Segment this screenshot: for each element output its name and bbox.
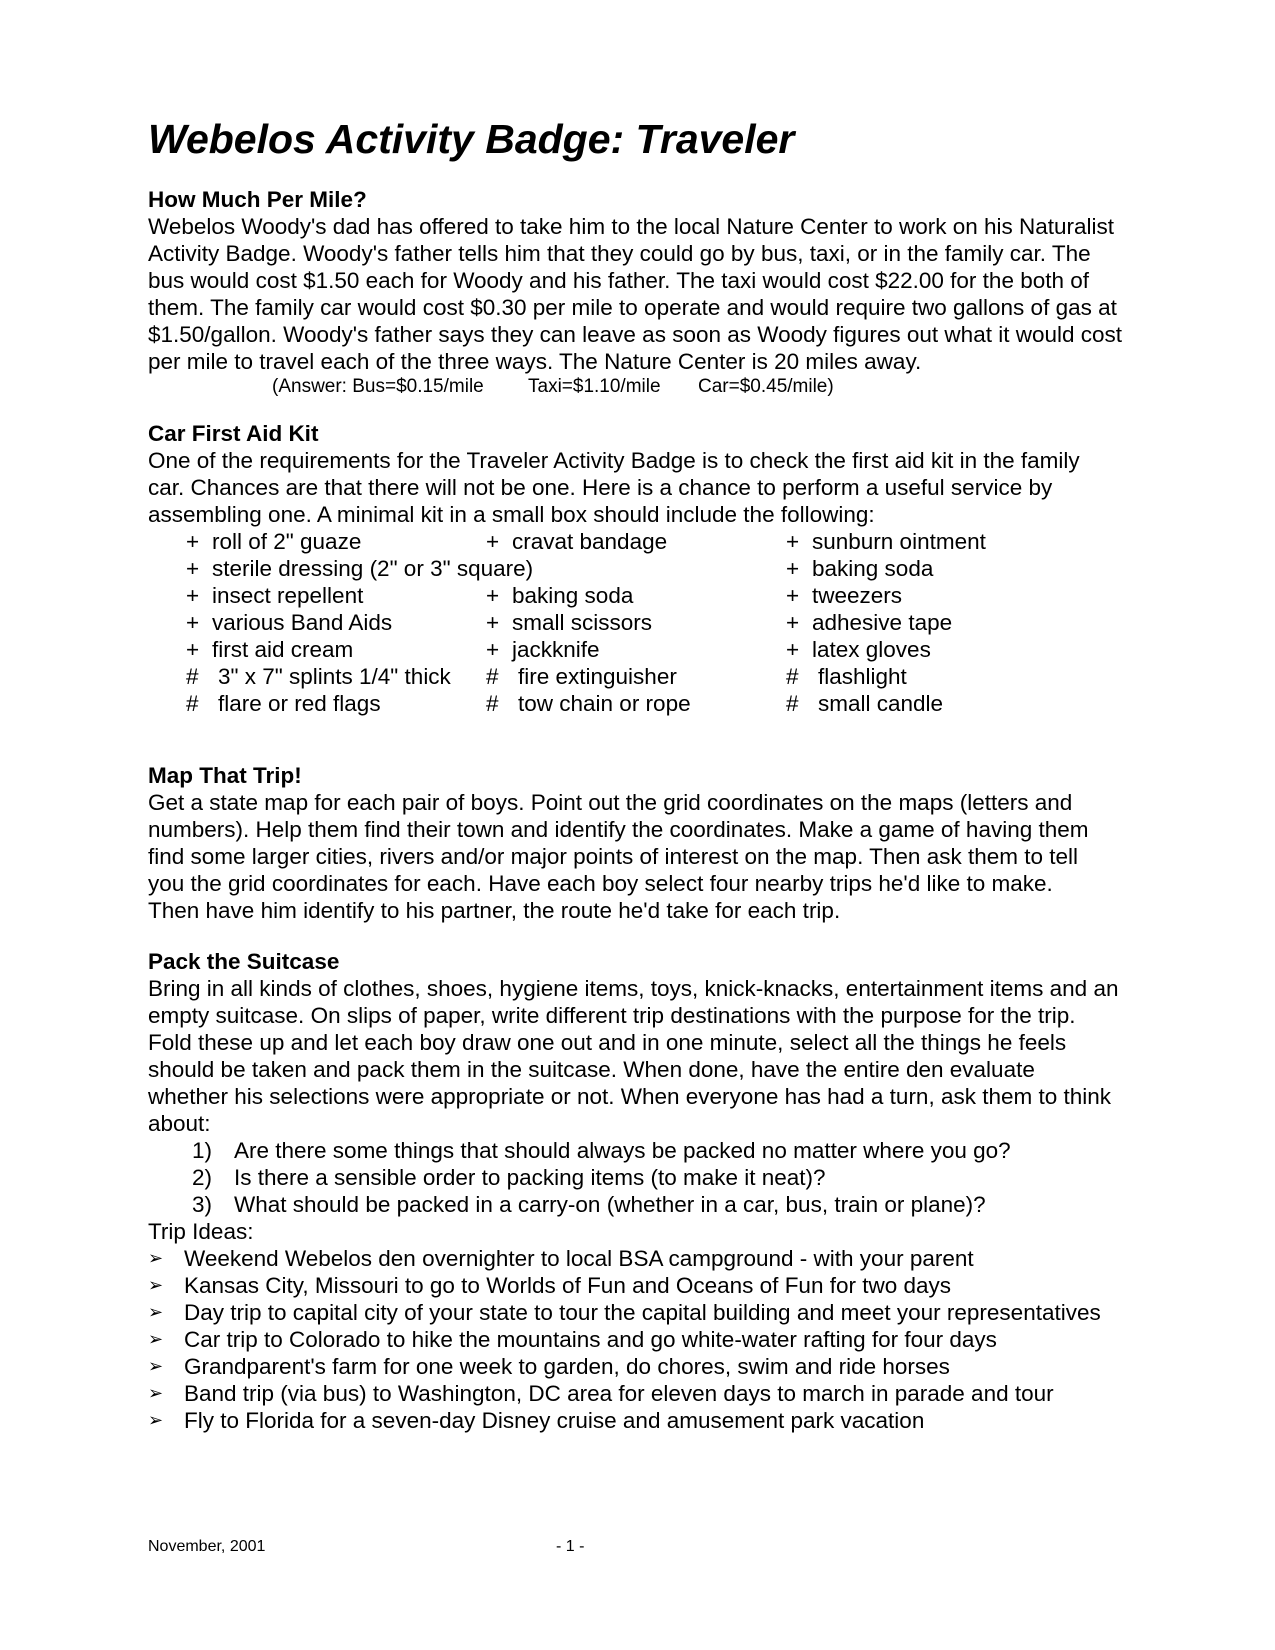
trip-ideas-label: Trip Ideas: xyxy=(148,1219,254,1244)
kit-item-label: small candle xyxy=(818,691,944,716)
question-item xyxy=(148,1191,1158,1218)
kit-row xyxy=(148,609,1158,636)
kit-item-label: insect repellent xyxy=(212,583,364,608)
kit-item-label: sunburn ointment xyxy=(812,529,986,554)
question-text: Are there some things that should always be packed no matter where you go? xyxy=(234,1138,1011,1163)
trip-idea-item xyxy=(148,1272,1158,1299)
trip-idea-item xyxy=(148,1245,1158,1272)
page-title: Webelos Activity Badge: Traveler xyxy=(148,116,795,162)
paragraph-line: Activity Badge. Woody's father tells him that they could go by bus, taxi, or in the family car. The xyxy=(148,241,1091,266)
kit-item xyxy=(786,636,931,663)
kit-item-label: various Band Aids xyxy=(212,610,393,635)
hash-marker: # xyxy=(186,664,199,689)
kit-item xyxy=(186,555,533,582)
plus-marker: + xyxy=(786,637,800,662)
kit-item xyxy=(486,636,600,663)
paragraph-line: Webelos Woody's dad has offered to take him to the local Nature Center to work on his Naturalist xyxy=(148,214,1115,239)
section-heading: Pack the Suitcase xyxy=(148,949,340,974)
kit-item xyxy=(186,582,363,609)
section-map-trip xyxy=(148,762,1158,924)
footer-page-number: - 1 - xyxy=(556,1538,585,1555)
plus-marker: + xyxy=(486,583,500,608)
kit-item xyxy=(786,582,902,609)
plus-marker: + xyxy=(786,610,800,635)
question-list xyxy=(148,1137,1158,1218)
paragraph-line: numbers). Help them find their town and identify the coordinates. Make a game of having them xyxy=(148,817,1089,842)
kit-item-label: flashlight xyxy=(818,664,907,689)
kit-row xyxy=(148,663,1158,690)
trip-idea-item xyxy=(148,1353,1158,1380)
hash-marker: # xyxy=(486,691,499,716)
section-paragraph xyxy=(148,447,1158,528)
question-item xyxy=(148,1164,1158,1191)
answer-bus: (Answer: Bus=$0.15/mile xyxy=(272,376,484,397)
trip-idea-text: Fly to Florida for a seven-day Disney cruise and amusement park vacation xyxy=(184,1408,925,1433)
paragraph-line: Get a state map for each pair of boys. Point out the grid coordinates on the maps (letters and xyxy=(148,790,1073,815)
kit-row xyxy=(148,555,1158,582)
arrow-bullet-icon: ➢ xyxy=(148,1248,164,1268)
answer-line xyxy=(148,375,1158,398)
arrow-bullet-icon: ➢ xyxy=(148,1302,164,1322)
paragraph-line: One of the requirements for the Traveler Activity Badge is to check the first aid kit in the family xyxy=(148,448,1080,473)
kit-item-list xyxy=(148,528,1158,717)
kit-item xyxy=(186,663,451,690)
section-per-mile xyxy=(148,186,1158,398)
paragraph-line: per mile to travel each of the three ways. The Nature Center is 20 miles away. xyxy=(148,349,922,374)
kit-item xyxy=(186,636,353,663)
question-text: What should be packed in a carry-on (whether in a car, bus, train or plane)? xyxy=(234,1192,986,1217)
plus-marker: + xyxy=(186,583,200,608)
paragraph-line: find some larger cities, rivers and/or major points of interest on the map. Then ask them to tell xyxy=(148,844,1079,869)
plus-marker: + xyxy=(486,610,500,635)
answer-taxi: Taxi=$1.10/mile xyxy=(528,376,661,397)
kit-item-label: baking soda xyxy=(512,583,634,608)
plus-marker: + xyxy=(786,529,800,554)
kit-item xyxy=(786,555,933,582)
section-paragraph xyxy=(148,975,1158,1137)
trip-idea-text: Kansas City, Missouri to go to Worlds of Fun and Oceans of Fun for two days xyxy=(184,1273,952,1298)
paragraph-line: them. The family car would cost $0.30 per mile to operate and would require two gallons of gas at xyxy=(148,295,1117,320)
plus-marker: + xyxy=(786,556,800,581)
section-paragraph xyxy=(148,213,1158,375)
kit-item-label: baking soda xyxy=(812,556,934,581)
plus-marker: + xyxy=(186,529,200,554)
kit-item xyxy=(486,609,652,636)
question-number: 3) xyxy=(192,1192,213,1217)
kit-item xyxy=(786,663,907,690)
plus-marker: + xyxy=(186,556,200,581)
hash-marker: # xyxy=(786,664,799,689)
kit-item xyxy=(786,528,986,555)
question-item xyxy=(148,1137,1158,1164)
question-number: 1) xyxy=(192,1138,213,1163)
paragraph-line: Then have him identify to his partner, the route he'd take for each trip. xyxy=(148,898,841,923)
kit-item-label: tow chain or rope xyxy=(518,691,691,716)
kit-item-label: tweezers xyxy=(812,583,903,608)
kit-item xyxy=(786,690,943,717)
section-heading: Map That Trip! xyxy=(148,763,302,788)
plus-marker: + xyxy=(186,637,200,662)
arrow-bullet-icon: ➢ xyxy=(148,1356,164,1376)
arrow-bullet-icon: ➢ xyxy=(148,1383,164,1403)
kit-item-label: cravat bandage xyxy=(512,529,668,554)
section-paragraph xyxy=(148,789,1158,924)
arrow-bullet-icon: ➢ xyxy=(148,1410,164,1430)
trip-idea-item xyxy=(148,1407,1158,1434)
plus-marker: + xyxy=(486,529,500,554)
kit-item-label: sterile dressing (2" or 3" square) xyxy=(212,556,534,581)
question-text: Is there a sensible order to packing items (to make it neat)? xyxy=(234,1165,826,1190)
section-first-aid-kit xyxy=(148,420,1158,717)
section-pack-suitcase xyxy=(148,948,1158,1434)
section-heading: Car First Aid Kit xyxy=(148,421,319,446)
paragraph-line: empty suitcase. On slips of paper, write different trip destinations with the purpose for the trip. xyxy=(148,1003,1076,1028)
hash-marker: # xyxy=(786,691,799,716)
trip-idea-item xyxy=(148,1326,1158,1353)
paragraph-line: assembling one. A minimal kit in a small box should include the following: xyxy=(148,502,875,527)
trip-idea-text: Car trip to Colorado to hike the mountains and go white-water rafting for four days xyxy=(184,1327,997,1352)
kit-item-label: 3" x 7" splints 1/4" thick xyxy=(218,664,451,689)
kit-item xyxy=(186,609,392,636)
kit-row xyxy=(148,528,1158,555)
paragraph-line: car. Chances are that there will not be one. Here is a chance to perform a useful service by xyxy=(148,475,1053,500)
plus-marker: + xyxy=(186,610,200,635)
kit-item-label: fire extinguisher xyxy=(518,664,677,689)
section-heading: How Much Per Mile? xyxy=(148,187,367,212)
trip-idea-text: Grandparent's farm for one week to garden, do chores, swim and ride horses xyxy=(184,1354,950,1379)
paragraph-line: whether his selections were appropriate or not. When everyone has had a turn, ask them to think xyxy=(148,1084,1112,1109)
hash-marker: # xyxy=(486,664,499,689)
question-number: 2) xyxy=(192,1165,213,1190)
trip-ideas-list xyxy=(148,1245,1158,1434)
kit-item-label: flare or red flags xyxy=(218,691,381,716)
footer-date: November, 2001 xyxy=(148,1538,266,1555)
kit-item xyxy=(786,609,952,636)
arrow-bullet-icon: ➢ xyxy=(148,1329,164,1349)
plus-marker: + xyxy=(486,637,500,662)
answer-car: Car=$0.45/mile) xyxy=(698,376,834,397)
kit-row xyxy=(148,690,1158,717)
kit-item xyxy=(486,663,677,690)
trip-idea-item xyxy=(148,1380,1158,1407)
kit-item-label: latex gloves xyxy=(812,637,931,662)
kit-item xyxy=(486,528,667,555)
kit-row xyxy=(148,582,1158,609)
kit-item xyxy=(186,528,361,555)
trip-idea-item xyxy=(148,1299,1158,1326)
trip-idea-text: Day trip to capital city of your state to tour the capital building and meet your representatives xyxy=(184,1300,1101,1325)
kit-item xyxy=(486,582,633,609)
kit-item-label: roll of 2" guaze xyxy=(212,529,362,554)
hash-marker: # xyxy=(186,691,199,716)
paragraph-line: $1.50/gallon. Woody's father says they can leave as soon as Woody figures out what it would cost xyxy=(148,322,1123,347)
kit-item-label: jackknife xyxy=(512,637,600,662)
paragraph-line: bus would cost $1.50 each for Woody and his father. The taxi would cost $22.00 for the both of xyxy=(148,268,1090,293)
arrow-bullet-icon: ➢ xyxy=(148,1275,164,1295)
kit-item-label: first aid cream xyxy=(212,637,354,662)
paragraph-line: Fold these up and let each boy draw one out and in one minute, select all the things he feels xyxy=(148,1030,1067,1055)
kit-item xyxy=(486,690,691,717)
paragraph-line: should be taken and pack them in the suitcase. When done, have the entire den evaluate xyxy=(148,1057,1035,1082)
kit-row xyxy=(148,636,1158,663)
paragraph-line: you the grid coordinates for each. Have each boy select four nearby trips he'd like to make. xyxy=(148,871,1053,896)
paragraph-line: about: xyxy=(148,1111,211,1136)
plus-marker: + xyxy=(786,583,800,608)
kit-item-label: adhesive tape xyxy=(812,610,953,635)
kit-item xyxy=(186,690,381,717)
paragraph-line: Bring in all kinds of clothes, shoes, hygiene items, toys, knick-knacks, entertainment items and an xyxy=(148,976,1119,1001)
trip-idea-text: Band trip (via bus) to Washington, DC area for eleven days to march in parade and tour xyxy=(184,1381,1054,1406)
trip-idea-text: Weekend Webelos den overnighter to local BSA campground - with your parent xyxy=(184,1246,974,1271)
kit-item-label: small scissors xyxy=(512,610,653,635)
